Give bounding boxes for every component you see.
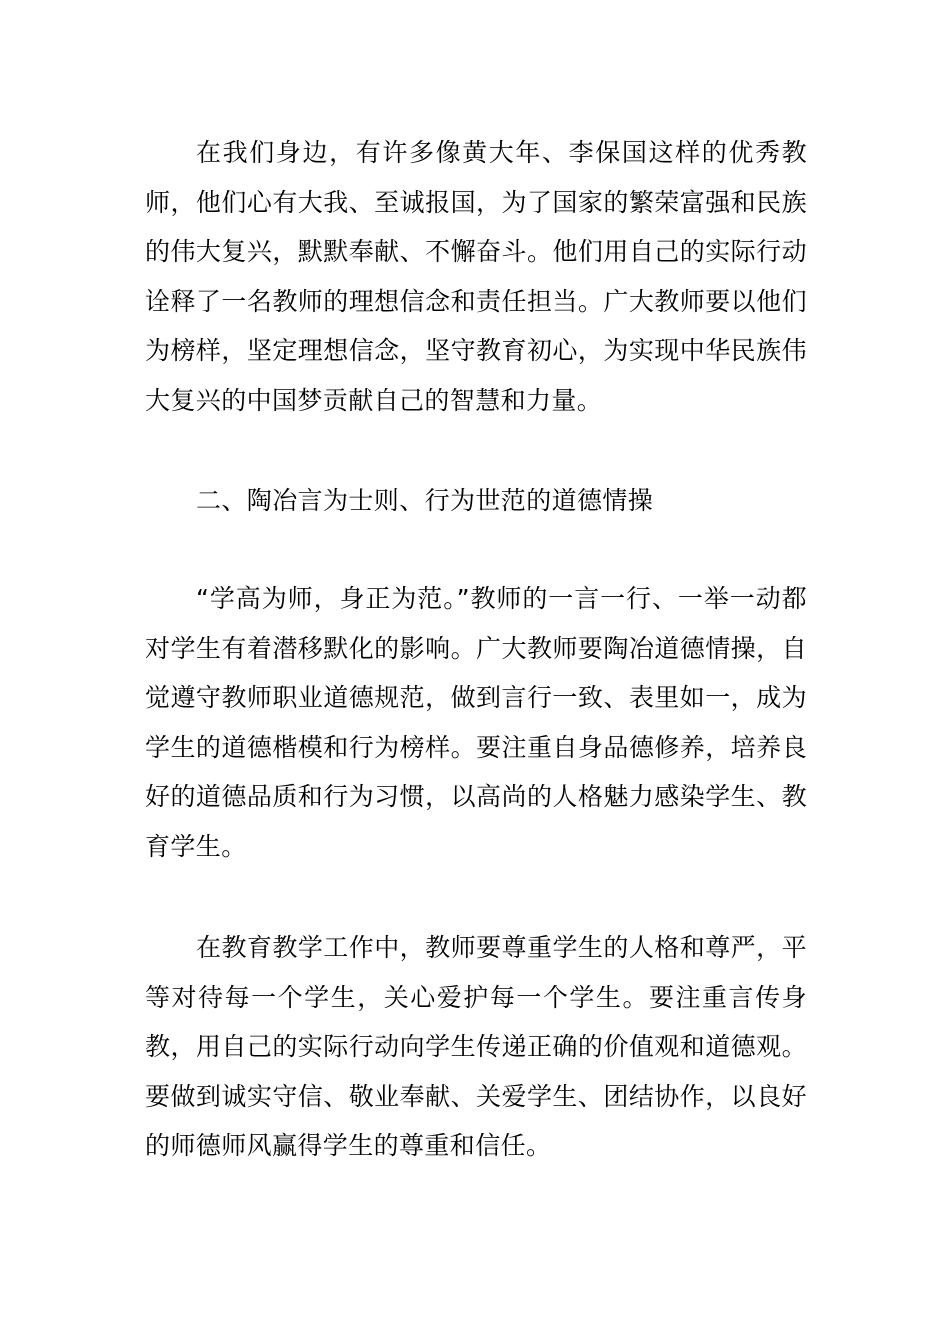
body-paragraph-role-models: 在我们身边，有许多像黄大年、李保国这样的优秀教师，他们心有大我、至诚报国，为了国家的繁荣富强和民族的伟大复兴，默默奉献、不懈奋斗。他们用自己的实际行动诠释了一名教师的理想信念和责任担当。广大教师要以他们为榜样，坚定理想信念，坚守教育初心，为实现中华民族伟大复兴的中国梦贡献自己的智慧和力量。 <box>145 138 807 415</box>
section-heading-moral-character: 二、陶冶言为士则、行为世范的道德情操 <box>196 486 654 515</box>
body-paragraph-respect-students: 在教育教学工作中，教师要尊重学生的人格和尊严，平等对待每一个学生，关心爱护每一个学生。要注重言传身教，用自己的实际行动向学生传递正确的价值观和道德观。要做到诚实守信、敬业奉献、关爱学生、团结协作，以良好的师德师风赢得学生的尊重和信任。 <box>145 933 807 1161</box>
body-paragraph-moral-example: “学高为师，身正为范。”教师的一言一行、一举一动都对学生有着潜移默化的影响。广大教师要陶冶道德情操，自觉遵守教师职业道德规范，做到言行一致、表里如一，成为学生的道德楷模和行为榜样。要注重自身品德修养，培养良好的道德品质和行为习惯，以高尚的人格魅力感染学生、教育学生。 <box>145 584 807 861</box>
